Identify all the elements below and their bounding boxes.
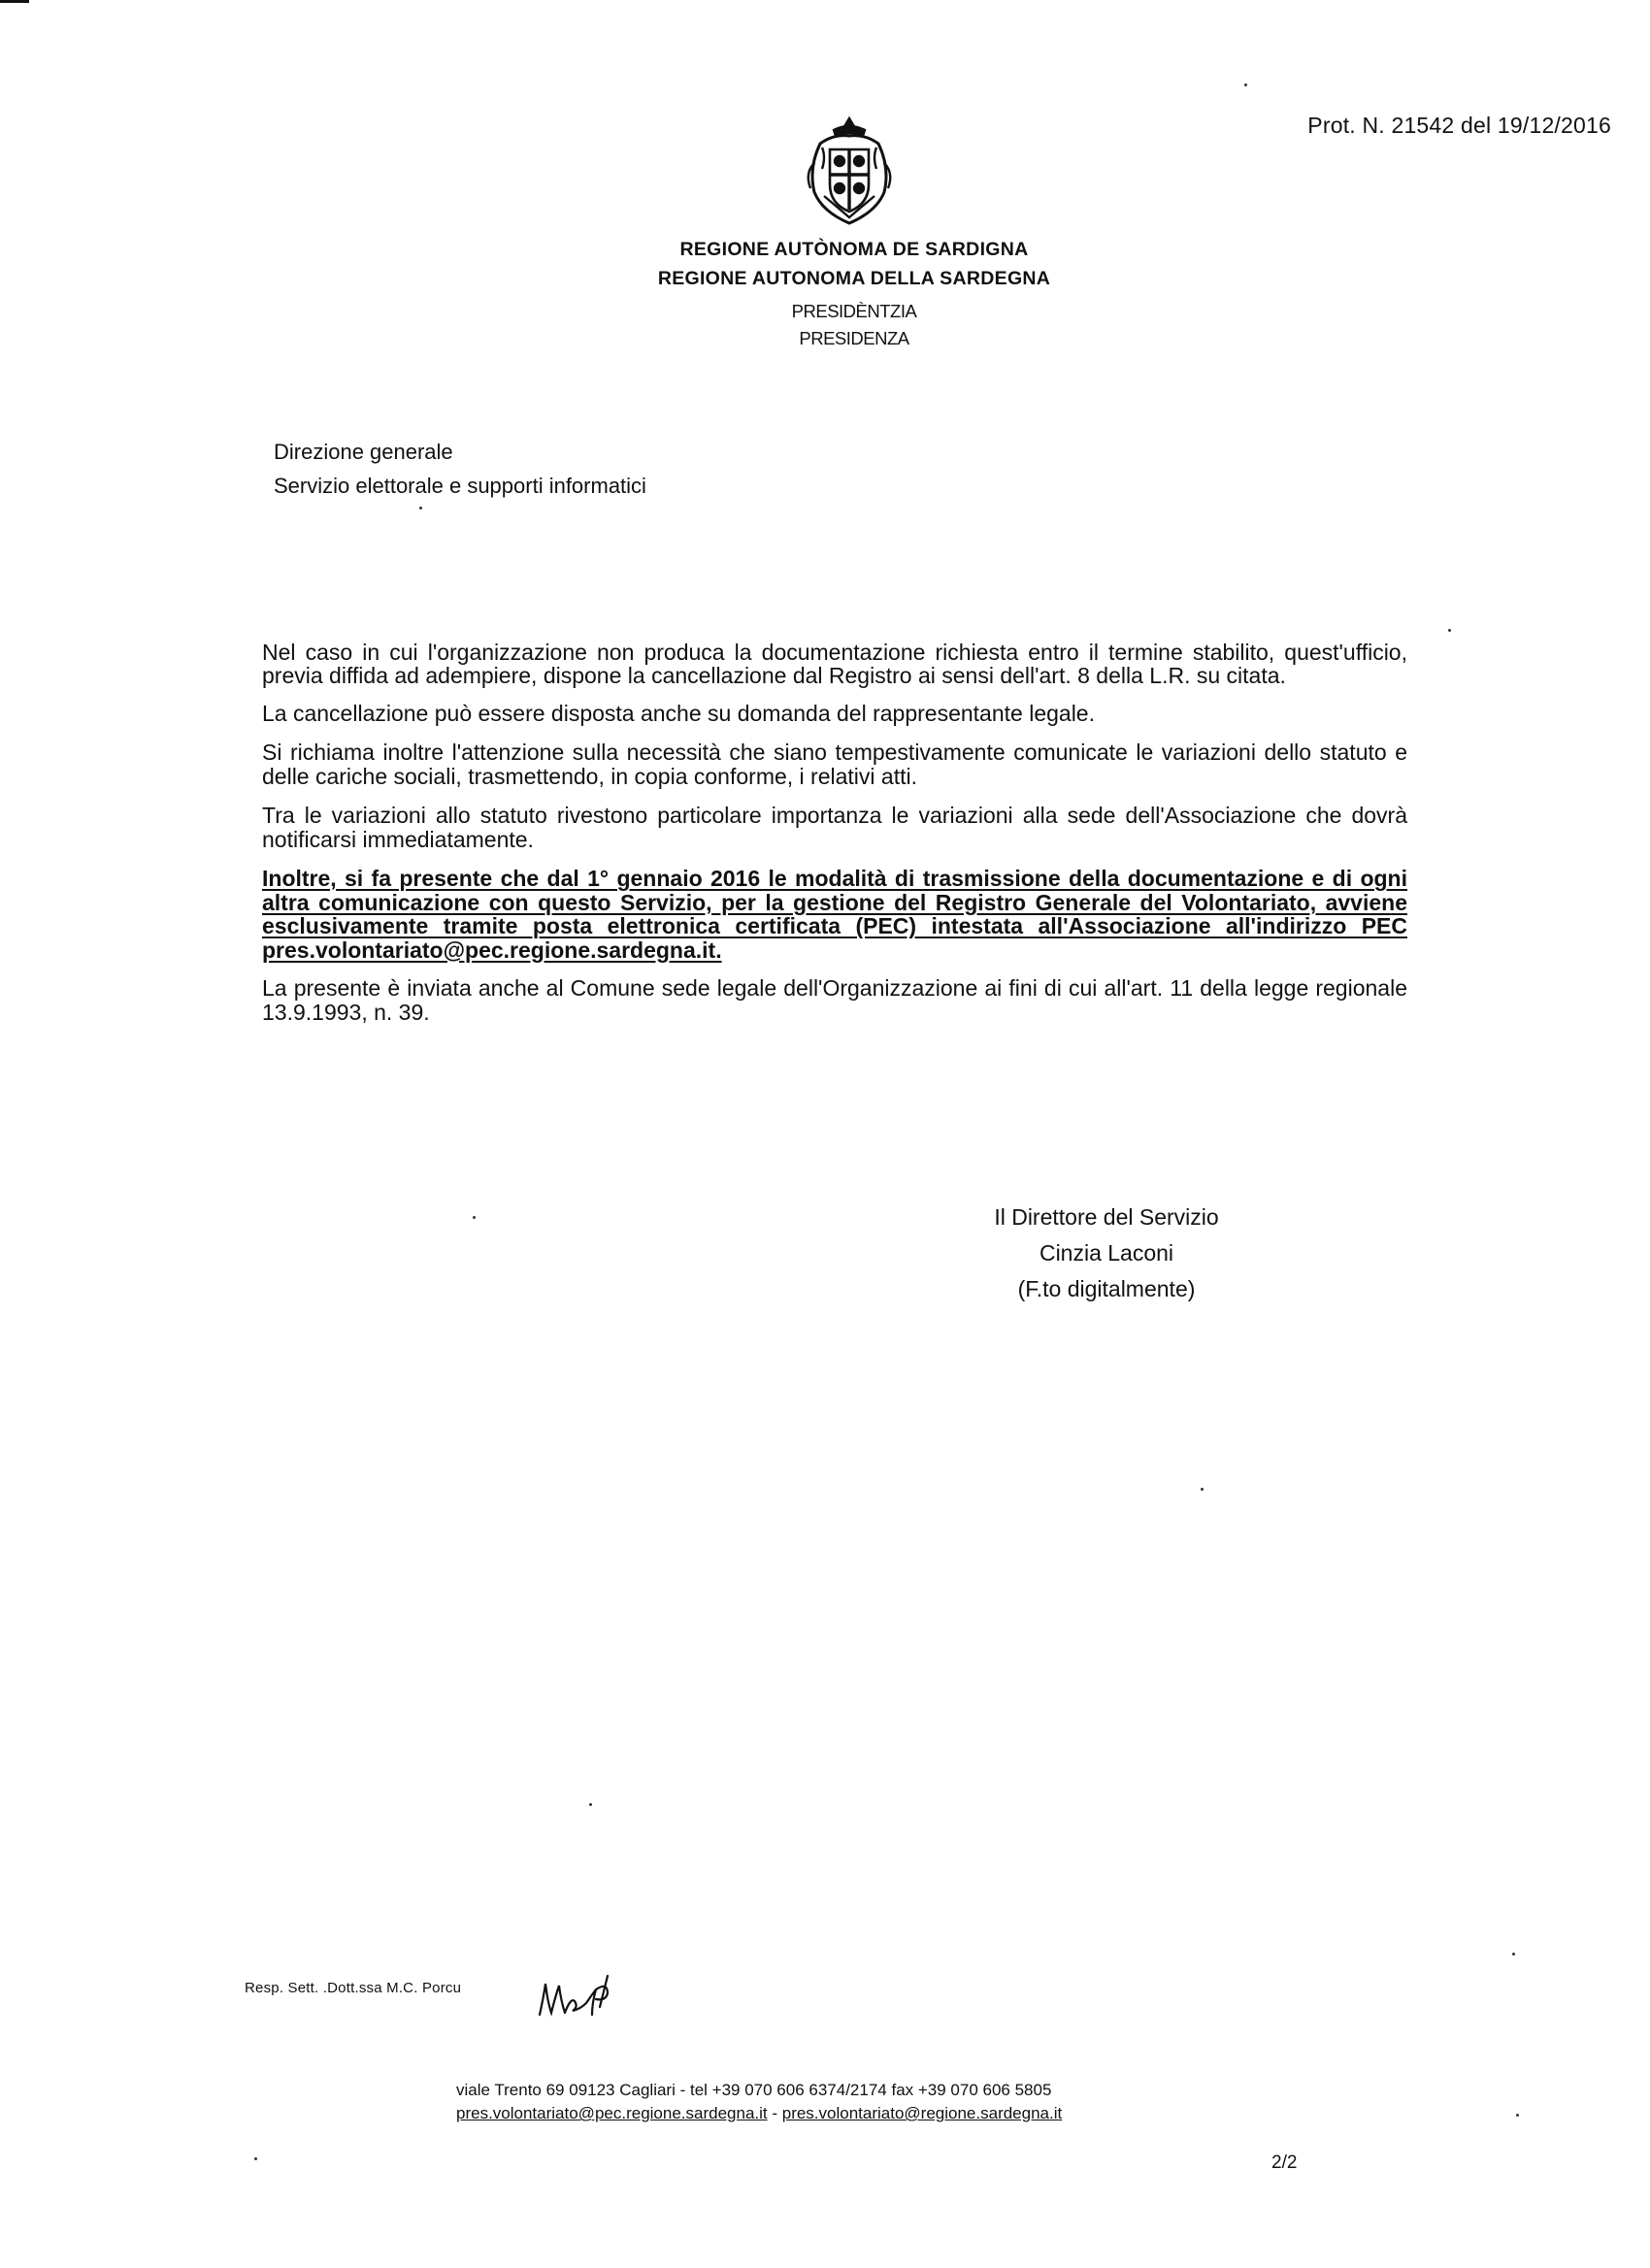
scan-speck (419, 507, 422, 509)
paragraph-municipality: La presente è inviata anche al Comune sede legale dell'Organizzazione ai fini di cui all'art. 11 della legge regionale 13.9.1993, n. 39. (262, 975, 1407, 1025)
scan-speck (1201, 1488, 1204, 1491)
footer-email[interactable]: pres.volontariato@regione.sardegna.it (781, 2104, 1063, 2122)
letterhead (524, 233, 1184, 355)
paragraph-pec-notice: Inoltre, si fa presente che dal 1° gennaio 2016 le modalità di trasmissione della documentazione e di ogni altra comunicazione con questo Servizio, per la gestione del Registro Generale del Volontariato, avviene esclusivamente tramite posta elettronica certificata (PEC) intestata all'Associazione all'indirizzo PEC pres.volontariato@pec.regione.sardegna.it. (262, 866, 1407, 963)
signature-block (922, 1200, 1291, 1307)
footer-address: viale Trento 69 09123 Cagliari - tel +39 070 606 6374/2174 fax +39 070 606 5805 (456, 2081, 1052, 2099)
scan-speck (1512, 1953, 1515, 1956)
signature-name: Cinzia Laconi (1039, 1240, 1174, 1265)
scan-corner-mark (0, 0, 29, 3)
region-crest-icon (801, 115, 898, 229)
footer-separator: - (767, 2104, 782, 2122)
signature-digital-note: (F.to digitalmente) (1017, 1276, 1196, 1301)
paragraph-seat-changes: Tra le variazioni allo statuto rivestono particolare importanza le variazioni alla sede dell'Associazione che dovrà notificarsi immediatamente. (262, 803, 1407, 852)
paragraph-cancellation-deadline: Nel caso in cui l'organizzazione non produca la documentazione richiesta entro il termine stabilito, quest'ufficio, previa diffida ad adempiere, dispone la cancellazione dal Registro ai sensi dell'art. 8 della L.R. su citata. (262, 640, 1407, 688)
header-presidency-sardinian: PRESIDÈNTZIA (791, 301, 917, 321)
scan-speck (589, 1803, 592, 1806)
handwritten-initials (536, 1968, 652, 2026)
scan-speck (1516, 2114, 1519, 2117)
service-name: Servizio elettorale e supporti informatici (274, 474, 646, 498)
department-block (274, 435, 646, 503)
scan-speck (473, 1216, 476, 1219)
signature-title: Il Direttore del Servizio (994, 1204, 1219, 1230)
scan-speck (254, 2157, 257, 2160)
footer-emails (456, 2102, 1062, 2125)
protocol-number: Prot. N. 21542 del 19/12/2016 (1307, 113, 1611, 138)
department-name: Direzione generale (274, 440, 453, 464)
responsible-officer: Resp. Sett. .Dott.ssa M.C. Porcu (245, 1980, 462, 1996)
header-presidency-italian: PRESIDENZA (799, 328, 909, 348)
paragraph-cancellation-request: La cancellazione può essere disposta anche su domanda del rappresentante legale. (262, 701, 1095, 726)
scan-speck (1244, 83, 1247, 86)
scan-speck (1448, 629, 1451, 632)
header-line-italian: REGIONE AUTONOMA DELLA SARDEGNA (657, 268, 1051, 289)
paragraph-statute-changes: Si richiama inoltre l'attenzione sulla necessità che siano tempestivamente comunicate le variazioni dello statuto e delle cariche sociali, trasmettendo, in copia conforme, i relativi atti. (262, 740, 1407, 789)
page-number: 2/2 (1271, 2153, 1298, 2173)
header-line-sardinian: REGIONE AUTÒNOMA DE SARDIGNA (679, 239, 1029, 260)
footer-pec-email[interactable]: pres.volontariato@pec.regione.sardegna.it (456, 2104, 768, 2122)
letter-body (262, 641, 1407, 1039)
footer-contacts (456, 2079, 1062, 2125)
